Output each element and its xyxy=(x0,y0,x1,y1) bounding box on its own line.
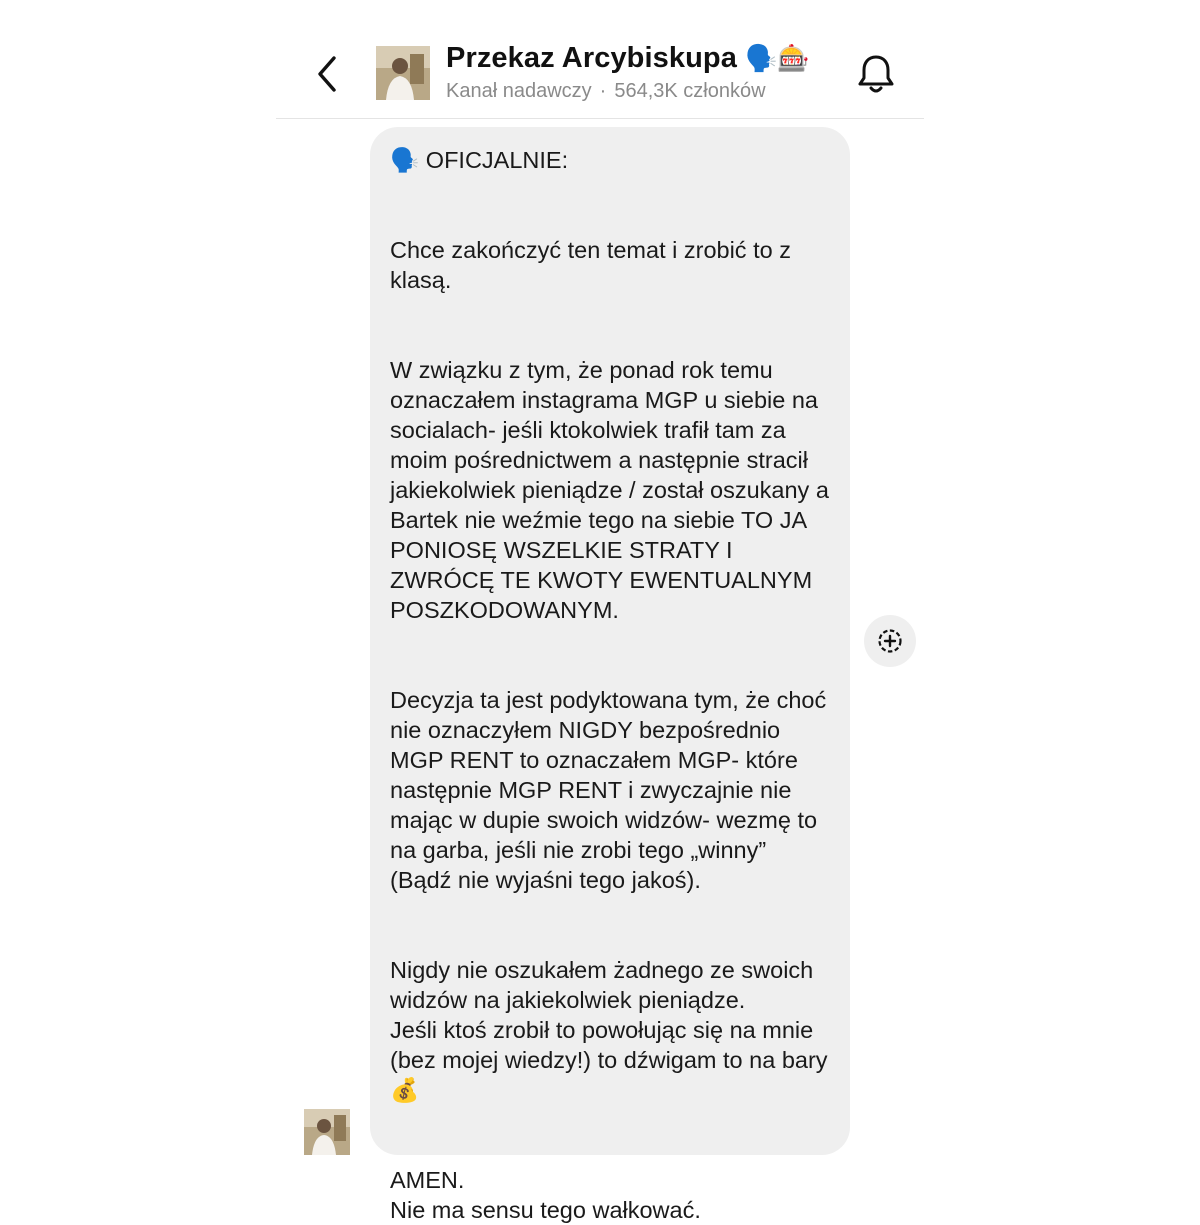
paragraph-4a: Nigdy nie oszukałem żadnego ze swoich widzów na jakiekolwiek pieniądze. xyxy=(390,957,814,1013)
chevron-left-icon xyxy=(312,54,344,94)
channel-name: Przekaz Arcybiskupa xyxy=(446,42,737,74)
paragraph-1: Chce zakończyć ten temat i zrobić to z klasą. xyxy=(390,237,791,293)
message-bubble[interactable] xyxy=(370,127,850,1223)
subtitle-separator: · xyxy=(599,80,607,102)
channel-header xyxy=(276,30,924,119)
back-button[interactable] xyxy=(312,54,344,94)
channel-avatar[interactable] xyxy=(376,46,430,100)
paragraph-5a: AMEN. xyxy=(390,1167,465,1193)
intro-text: OFICJALNIE: xyxy=(425,147,569,173)
channel-title-row[interactable] xyxy=(446,42,810,75)
channel-subtitle xyxy=(446,80,766,103)
paragraph-5b: Nie ma sensu tego wałkować. xyxy=(390,1197,701,1223)
paragraph-3: Decyzja ta jest podyktowana tym, że choć nie oznaczyłem NIGDY bezpośrednio MGP RENT to oznaczałem MGP- które następnie MGP RENT i zwyczajnie nie mając w dupie swoich widzów- wezmę to na garba, jeśli nie zrobi tego „winny” (Bądź nie wyjaśni tego jakoś). xyxy=(390,687,827,893)
paragraph-4b xyxy=(390,1015,830,1105)
title-emojis: 🗣️🎰 xyxy=(744,43,810,74)
paragraph-2: W związku z tym, że ponad rok temu oznaczałem instagrama MGP u siebie na socialach- jeśli ktokolwiek trafił tam za moim pośrednictwem a następnie stracił jakiekolwiek pieniądze / został oszukany a Bartek nie weźmie tego na siebie TO JA PONIOSĘ WSZELKIE STRATY I ZWRÓCĘ TE KWOTY EWENTUALNYM POSZKODOWANYM. xyxy=(390,357,829,623)
add-reaction-icon xyxy=(877,628,903,654)
message-text xyxy=(390,145,830,1225)
sender-avatar[interactable] xyxy=(304,1109,350,1155)
speaking-head-emoji: 🗣️ xyxy=(390,146,420,174)
add-reaction-button[interactable] xyxy=(864,615,916,667)
channel-type: Kanał nadawczy xyxy=(446,80,592,102)
money-bag-emoji: 💰 xyxy=(390,1076,420,1104)
message-intro xyxy=(390,145,830,175)
paragraph-4b-text: Jeśli ktoś zrobił to powołując się na mnie (bez mojej wiedzy!) to dźwigam to na bary xyxy=(390,1017,828,1073)
bell-icon xyxy=(856,52,896,96)
member-count: 564,3K członków xyxy=(614,80,766,102)
notifications-button[interactable] xyxy=(856,52,896,96)
